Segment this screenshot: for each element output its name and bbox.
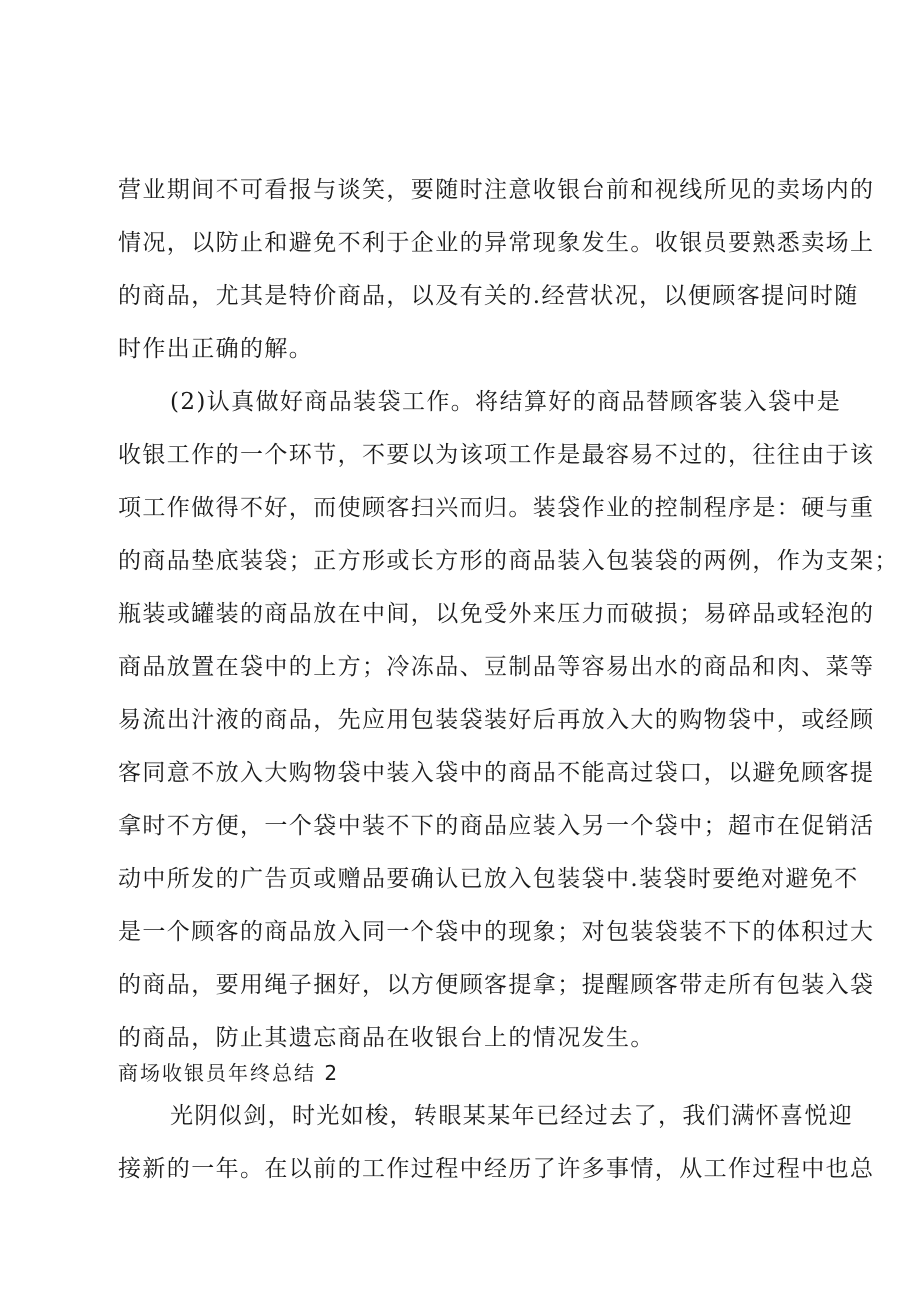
section-heading: 商场收银员年终总结 2 (118, 1061, 340, 1085)
paragraph-2-line-2: 收银工作的一个环节，不要以为该项工作是最容易不过的，往往由于该 (118, 442, 875, 468)
paragraph-1-line-1: 营业期间不可看报与谈笑，要随时注意收银台前和视线所见的卖场内的 (118, 177, 875, 203)
paragraph-2-line-1: (2)认真做好商品装袋工作。将结算好的商品替顾客装入袋中是 (170, 389, 842, 415)
paragraph-2-line-4: 的商品垫底装袋；正方形或长方形的商品装入包装袋的两例，作为支架； (118, 548, 899, 574)
paragraph-2-line-5: 瓶装或罐装的商品放在中间，以免受外来压力而破损；易碎品或轻泡的 (118, 601, 875, 627)
paragraph-2-line-6: 商品放置在袋中的上方；冷冻品、豆制品等容易出水的商品和肉、菜等 (118, 654, 875, 680)
paragraph-2-line-12: 的商品，要用绳子捆好，以方便顾客提拿；提醒顾客带走所有包装入袋 (118, 972, 875, 998)
paragraph-2-line-13: 的商品，防止其遗忘商品在收银台上的情况发生。 (118, 1025, 655, 1051)
paragraph-2-line-9: 拿时不方便，一个袋中装不下的商品应装入另一个袋中；超市在促销活 (118, 813, 875, 839)
paragraph-2-line-10: 动中所发的广告页或赠品要确认已放入包装袋中.装袋时要绝对避免不 (118, 866, 859, 892)
paragraph-3-line-2: 接新的一年。在以前的工作过程中经历了许多事情，从工作过程中也总 (118, 1156, 875, 1182)
paragraph-2-line-3: 项工作做得不好，而使顾客扫兴而归。装袋作业的控制程序是：硬与重 (118, 495, 875, 521)
paragraph-2-line-7: 易流出汁液的商品，先应用包装袋装好后再放入大的购物袋中，或经顾 (118, 707, 875, 733)
paragraph-1-line-2: 情况，以防止和避免不利于企业的异常现象发生。收银员要熟悉卖场上 (118, 230, 875, 256)
paragraph-1-line-4: 时作出正确的解。 (118, 336, 314, 362)
paragraph-2-line-11: 是一个顾客的商品放入同一个袋中的现象；对包装袋装不下的体积过大 (118, 919, 875, 945)
paragraph-1-line-3: 的商品，尤其是特价商品，以及有关的.经营状况，以便顾客提问时随 (118, 283, 859, 309)
paragraph-2-line-8: 客同意不放入大购物袋中装入袋中的商品不能高过袋口，以避免顾客提 (118, 760, 875, 786)
paragraph-3-line-1: 光阴似剑，时光如梭，转眼某某年已经过去了，我们满怀喜悦迎 (170, 1103, 854, 1129)
